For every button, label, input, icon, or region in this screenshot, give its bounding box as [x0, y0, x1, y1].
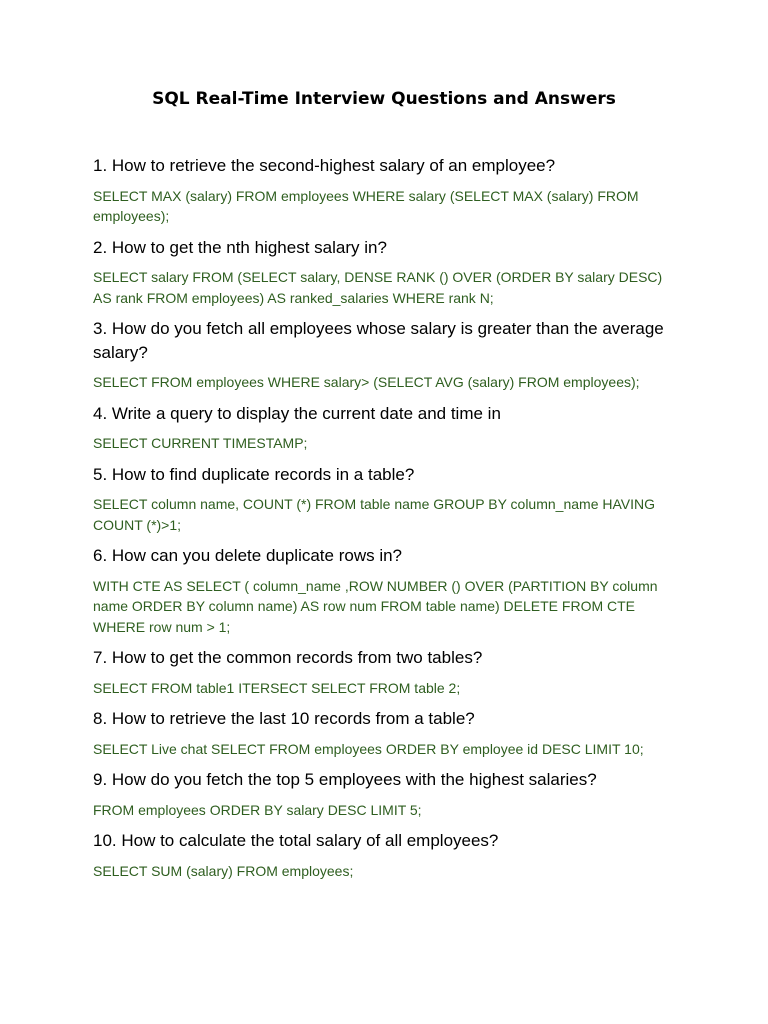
question-10: 10. How to calculate the total salary of all employees?: [93, 831, 499, 850]
qa-list: [93, 154, 683, 890]
answer-10: SELECT SUM (salary) FROM employees;: [93, 862, 354, 879]
answer-2: SELECT salary FROM (SELECT salary, DENSE RANK () OVER (ORDER BY salary DESC) AS rank FROM employees) AS ranked_salaries WHERE rank N;: [93, 269, 663, 306]
answer-9: FROM employees ORDER BY salary DESC LIMIT 5;: [93, 801, 422, 818]
answer-8: SELECT Live chat SELECT FROM employees ORDER BY employee id DESC LIMIT 10;: [93, 740, 644, 757]
question-3: 3. How do you fetch all employees whose salary is greater than the average salary?: [93, 319, 664, 362]
question-4: 4. Write a query to display the current date and time in: [93, 403, 501, 423]
qa-item-2: [93, 236, 683, 309]
answer-6: WITH CTE AS SELECT ( column_name ,ROW NUMBER () OVER (PARTITION BY column name ORDER BY column name) AS row num FROM table name) DELETE FROM CTE WHERE row num > 1;: [93, 577, 658, 635]
answer-4: SELECT CURRENT TIMESTAMP;: [93, 435, 308, 451]
qa-item-7: [93, 646, 683, 698]
qa-item-10: [93, 829, 683, 881]
qa-item-1: [93, 154, 683, 227]
question-6: 6. How can you delete duplicate rows in?: [93, 546, 403, 565]
qa-item-5: [93, 463, 683, 536]
qa-item-6: [93, 544, 683, 637]
qa-item-9: [93, 768, 683, 820]
question-7: 7. How to get the common records from two tables?: [93, 648, 483, 667]
question-1: 1. How to retrieve the second-highest salary of an employee?: [93, 156, 556, 175]
answer-5: SELECT column name, COUNT (*) FROM table name GROUP BY column_name HAVING COUNT (*)>1;: [93, 496, 656, 533]
question-5: 5. How to find duplicate records in a table?: [93, 464, 415, 484]
answer-7: SELECT FROM table1 ITERSECT SELECT FROM table 2;: [93, 679, 461, 696]
question-9: 9. How do you fetch the top 5 employees with the highest salaries?: [93, 770, 597, 789]
document-title: SQL Real-Time Interview Questions and Answers: [152, 89, 616, 109]
qa-item-3: [93, 317, 683, 393]
qa-item-4: [93, 402, 683, 454]
qa-item-8: [93, 707, 683, 759]
question-2: 2. How to get the nth highest salary in?: [93, 237, 387, 257]
answer-3: SELECT FROM employees WHERE salary> (SELECT AVG (salary) FROM employees);: [93, 374, 640, 390]
answer-1: SELECT MAX (salary) FROM employees WHERE salary (SELECT MAX (salary) FROM employees);: [93, 187, 639, 224]
question-8: 8. How to retrieve the last 10 records from a table?: [93, 709, 475, 728]
